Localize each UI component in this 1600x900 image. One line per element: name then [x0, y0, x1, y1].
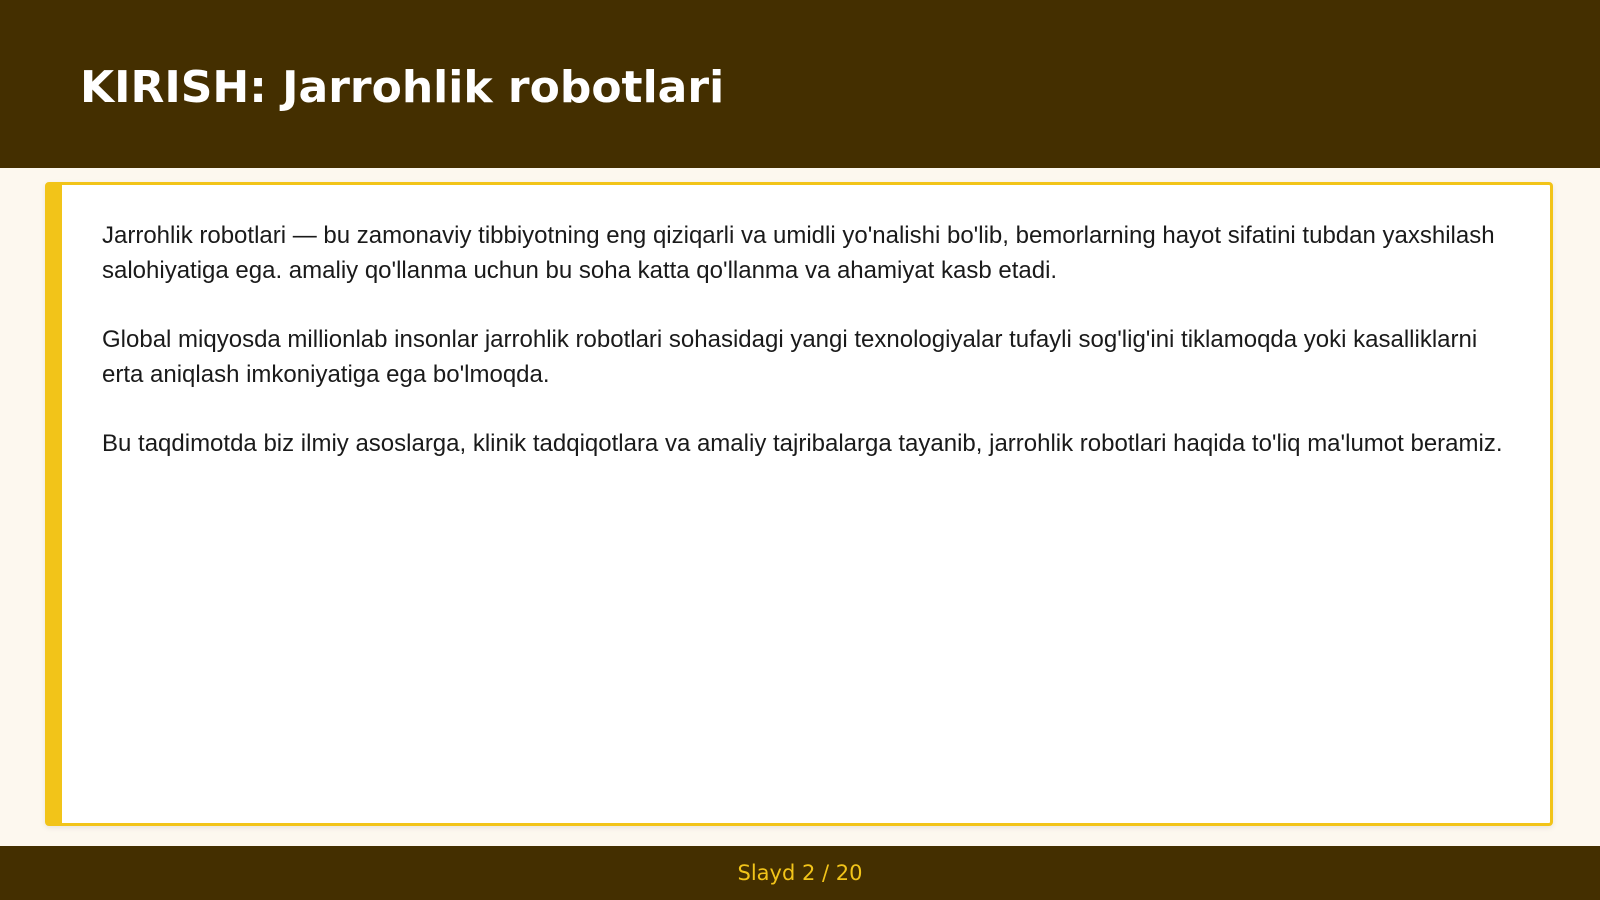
content-card	[45, 182, 1553, 826]
paragraph-global: Global miqyosda millionlab insonlar jarrohlik robotlari sohasidagi yangi texnologiyalar tufayli sog'lig'ini tiklamoqda yoki kasalliklarni erta aniqlash imkoniyatiga ega bo'lmoqda.	[102, 326, 1478, 388]
slide-counter: Slayd 2 / 20	[737, 861, 863, 885]
paragraph-presentation: Bu taqdimotda biz ilmiy asoslarga, klinik tadqiqotlara va amaliy tajribalarga tayanib, jarrohlik robotlari haqida to'liq ma'lumot beramiz.	[102, 430, 1503, 457]
slide-header	[0, 0, 1600, 168]
slide-title: KIRISH: Jarrohlik robotlari	[80, 62, 725, 113]
paragraph-intro: Jarrohlik robotlari — bu zamonaviy tibbiyotning eng qiziqarli va umidli yo'nalishi bo'lib, bemorlarning hayot sifatini tubdan yaxshilash salohiyatiga ega. amaliy qo'llanma uchun bu soha katta qo'llanma va ahamiyat kasb etadi.	[102, 222, 1495, 284]
slide-footer	[0, 846, 1600, 900]
